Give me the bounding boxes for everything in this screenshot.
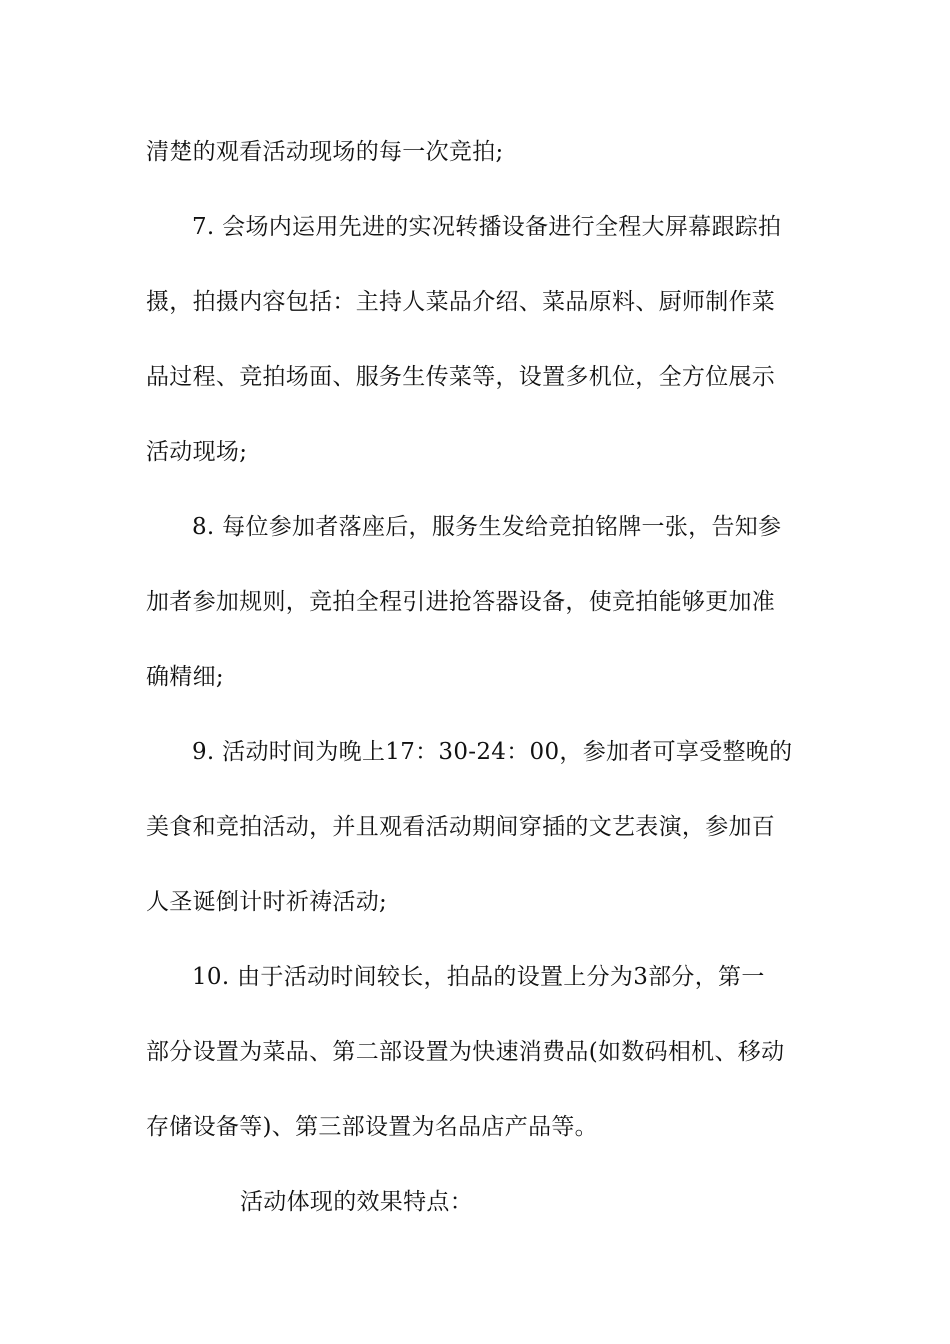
list-item-8-line-1: 8. 每位参加者落座后，服务生发给竞拍铭牌一张，告知参: [192, 514, 782, 540]
list-item-7-line-4: 活动现场;: [146, 439, 248, 465]
list-item-9-line-3: 人圣诞倒计时祈祷活动;: [146, 889, 388, 915]
paragraph-line: 清楚的观看活动现场的每一次竞拍;: [146, 139, 504, 165]
list-item-8-line-3: 确精细;: [146, 664, 224, 690]
list-item-7-line-1: 7. 会场内运用先进的实况转播设备进行全程大屏幕跟踪拍: [192, 214, 782, 240]
list-item-8-line-2: 加者参加规则，竞拍全程引进抢答器设备，使竞拍能够更加准: [146, 589, 776, 615]
list-item-10-line-3: 存储设备等)、第三部设置为名品店产品等。: [146, 1114, 598, 1140]
section-heading: 活动体现的效果特点：: [240, 1189, 473, 1215]
list-item-10-line-2: 部分设置为菜品、第二部设置为快速消费品(如数码相机、移动: [146, 1039, 785, 1065]
list-item-9-line-2: 美食和竞拍活动，并且观看活动期间穿插的文艺表演，参加百: [146, 814, 776, 840]
list-item-9-line-1: 9. 活动时间为晚上17：30-24：00，参加者可享受整晚的: [192, 739, 793, 765]
list-item-7-line-2: 摄，拍摄内容包括：主持人菜品介绍、菜品原料、厨师制作菜: [146, 289, 776, 315]
list-item-10-line-1: 10. 由于活动时间较长，拍品的设置上分为3部分，第一: [192, 964, 765, 990]
list-item-7-line-3: 品过程、竞拍场面、服务生传菜等，设置多机位，全方位展示: [146, 364, 776, 390]
